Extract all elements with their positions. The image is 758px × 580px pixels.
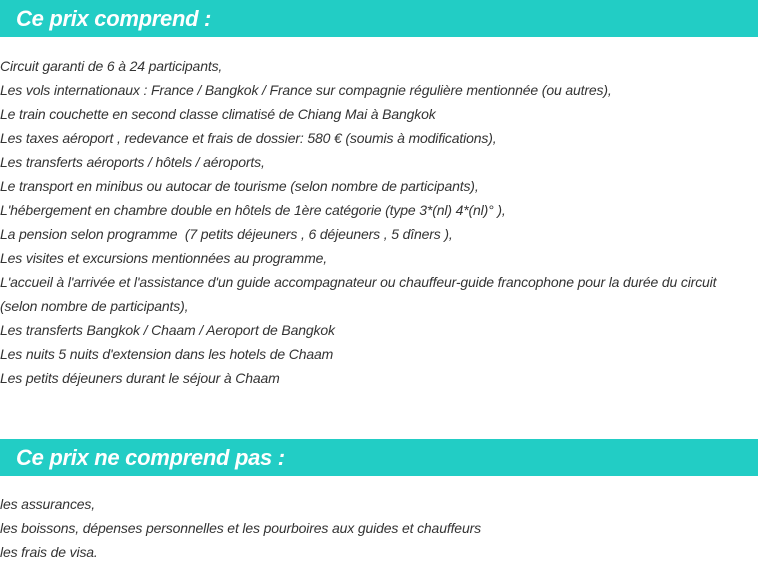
list-item: les boissons, dépenses personnelles et les pourboires aux guides et chauffeurs: [0, 520, 481, 536]
list-item: Les nuits 5 nuits d'extension dans les hotels de Chaam: [0, 346, 334, 362]
excludes-title: Ce prix ne comprend pas :: [16, 445, 285, 470]
list-item: Les transferts Bangkok / Chaam / Aeroport de Bangkok: [0, 322, 335, 338]
list-item: Les petits déjeuners durant le séjour à Chaam: [0, 370, 280, 386]
list-item: les assurances,: [0, 496, 96, 512]
list-item: La pension selon programme (7 petits déjeuners , 6 déjeuners , 5 dîners ),: [0, 226, 453, 242]
excludes-section-header: [0, 439, 758, 476]
list-item: Les vols internationaux : France / Bangkok / France sur compagnie régulière mentionnée (ou autres),: [0, 82, 612, 98]
list-item: Le transport en minibus ou autocar de tourisme (selon nombre de participants),: [0, 178, 479, 194]
includes-list: [0, 54, 752, 390]
list-item: L'hébergement en chambre double en hôtels de 1ère catégorie (type 3*(nl) 4*(nl)° ),: [0, 202, 506, 218]
includes-section-header: [0, 0, 758, 37]
list-item: L'accueil à l'arrivée et l'assistance d'un guide accompagnateur ou chauffeur-guide francophone pour la durée du circuit (selon nombre de participants),: [0, 274, 721, 314]
list-item: Les visites et excursions mentionnées au programme,: [0, 250, 327, 266]
list-item: Le train couchette en second classe climatisé de Chiang Mai à Bangkok: [0, 106, 436, 122]
includes-title: Ce prix comprend :: [16, 6, 212, 31]
list-item: Les transferts aéroports / hôtels / aéroports,: [0, 154, 265, 170]
list-item: Circuit garanti de 6 à 24 participants,: [0, 58, 223, 74]
list-item: Les taxes aéroport , redevance et frais de dossier: 580 € (soumis à modifications),: [0, 130, 497, 146]
list-item: les frais de visa.: [0, 544, 98, 560]
excludes-list: [0, 492, 752, 564]
